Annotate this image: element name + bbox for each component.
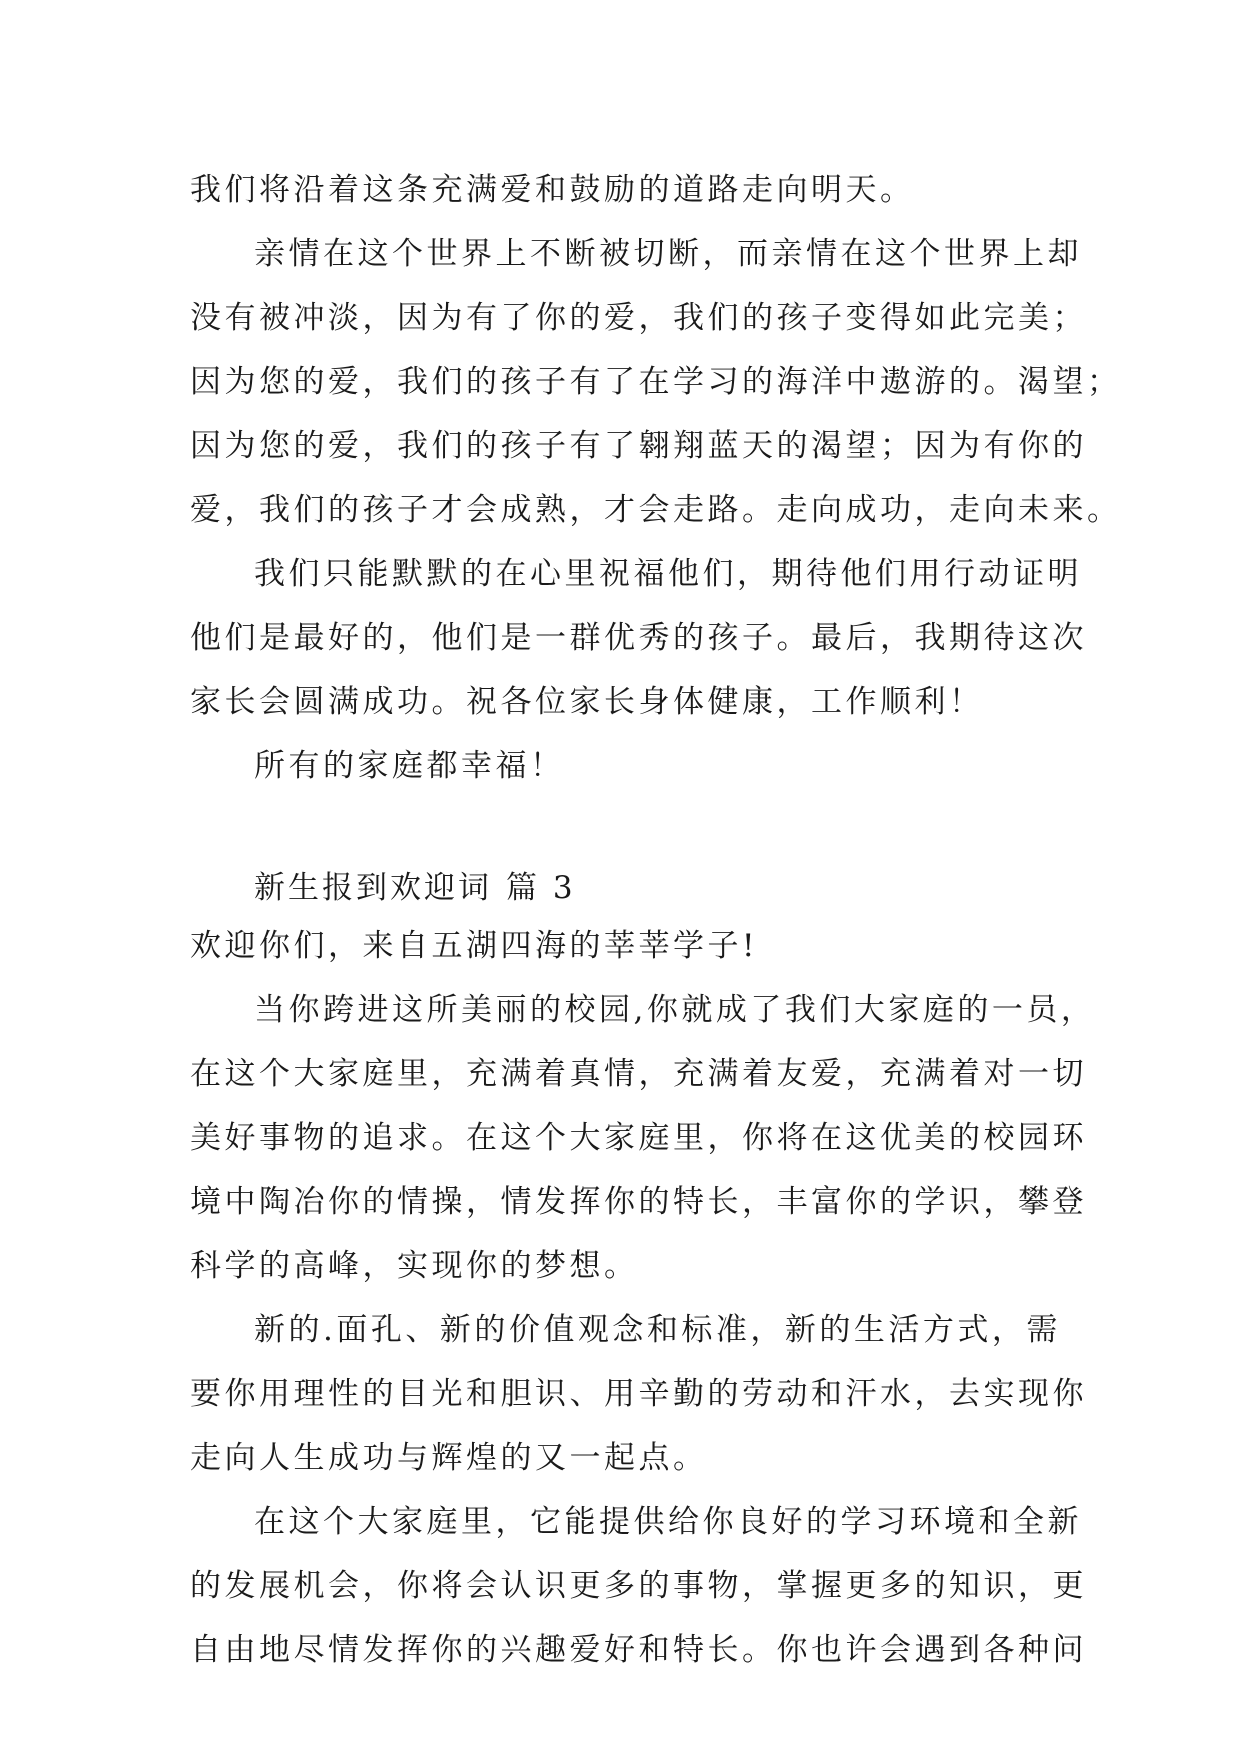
text-line: 我们将沿着这条充满爱和鼓励的道路走向明天。 (190, 172, 915, 208)
text-line: 因为您的爱，我们的孩子有了在学习的海洋中遨游的。渴望； (190, 364, 1122, 400)
document-page (190, 158, 1122, 1682)
text-line: 美好事物的追求。在这个大家庭里，你将在这优美的校园环 (190, 1120, 1087, 1156)
text-line: 境中陶冶你的情操，情发挥你的特长，丰富你的学识，攀登 (190, 1184, 1087, 1220)
text-line: 在这个大家庭里，充满着真情，充满着友爱，充满着对一切 (190, 1056, 1087, 1092)
text-line: 他们是最好的，他们是一群优秀的孩子。最后，我期待这次 (190, 620, 1087, 656)
paragraph-start-line: 当你跨进这所美丽的校园,你就成了我们大家庭的一员， (254, 992, 1096, 1028)
text-line: 自由地尽情发挥你的兴趣爱好和特长。你也许会遇到各种问 (190, 1632, 1087, 1668)
heading-part: 篇 3 (506, 870, 576, 906)
paragraph-start-line: 我们只能默默的在心里祝福他们，期待他们用行动证明 (254, 556, 1082, 592)
paragraph-start-line: 新的.面孔、新的价值观念和标准，新的生活方式，需 (254, 1312, 1061, 1348)
section-1 (190, 158, 1122, 798)
text-line: 家长会圆满成功。祝各位家长身体健康，工作顺利！ (190, 684, 984, 720)
heading-title: 新生报到欢迎词 (254, 870, 492, 906)
section-2 (190, 914, 1096, 1682)
paragraph-start-line: 亲情在这个世界上不断被切断，而亲情在这个世界上却 (254, 236, 1082, 272)
section-heading (190, 862, 1060, 914)
text-line: 科学的高峰，实现你的梦想。 (190, 1248, 639, 1284)
text-line: 爱，我们的孩子才会成熟，才会走路。走向成功，走向未来。 (190, 492, 1122, 528)
text-line: 要你用理性的目光和胆识、用辛勤的劳动和汗水，去实现你 (190, 1376, 1087, 1412)
text-line: 走向人生成功与辉煌的又一起点。 (190, 1440, 708, 1476)
text-line: 的发展机会，你将会认识更多的事物，掌握更多的知识，更 (190, 1568, 1087, 1604)
text-line: 因为您的爱，我们的孩子有了翱翔蓝天的渴望；因为有你的 (190, 428, 1087, 464)
text-line: 没有被冲淡，因为有了你的爱，我们的孩子变得如此完美； (190, 300, 1087, 336)
greeting-line: 欢迎你们，来自五湖四海的莘莘学子! (190, 928, 758, 964)
paragraph-start-line: 在这个大家庭里，它能提供给你良好的学习环境和全新 (254, 1504, 1082, 1540)
paragraph-start-line: 所有的家庭都幸福！ (254, 748, 565, 784)
section-gap (190, 798, 1060, 862)
